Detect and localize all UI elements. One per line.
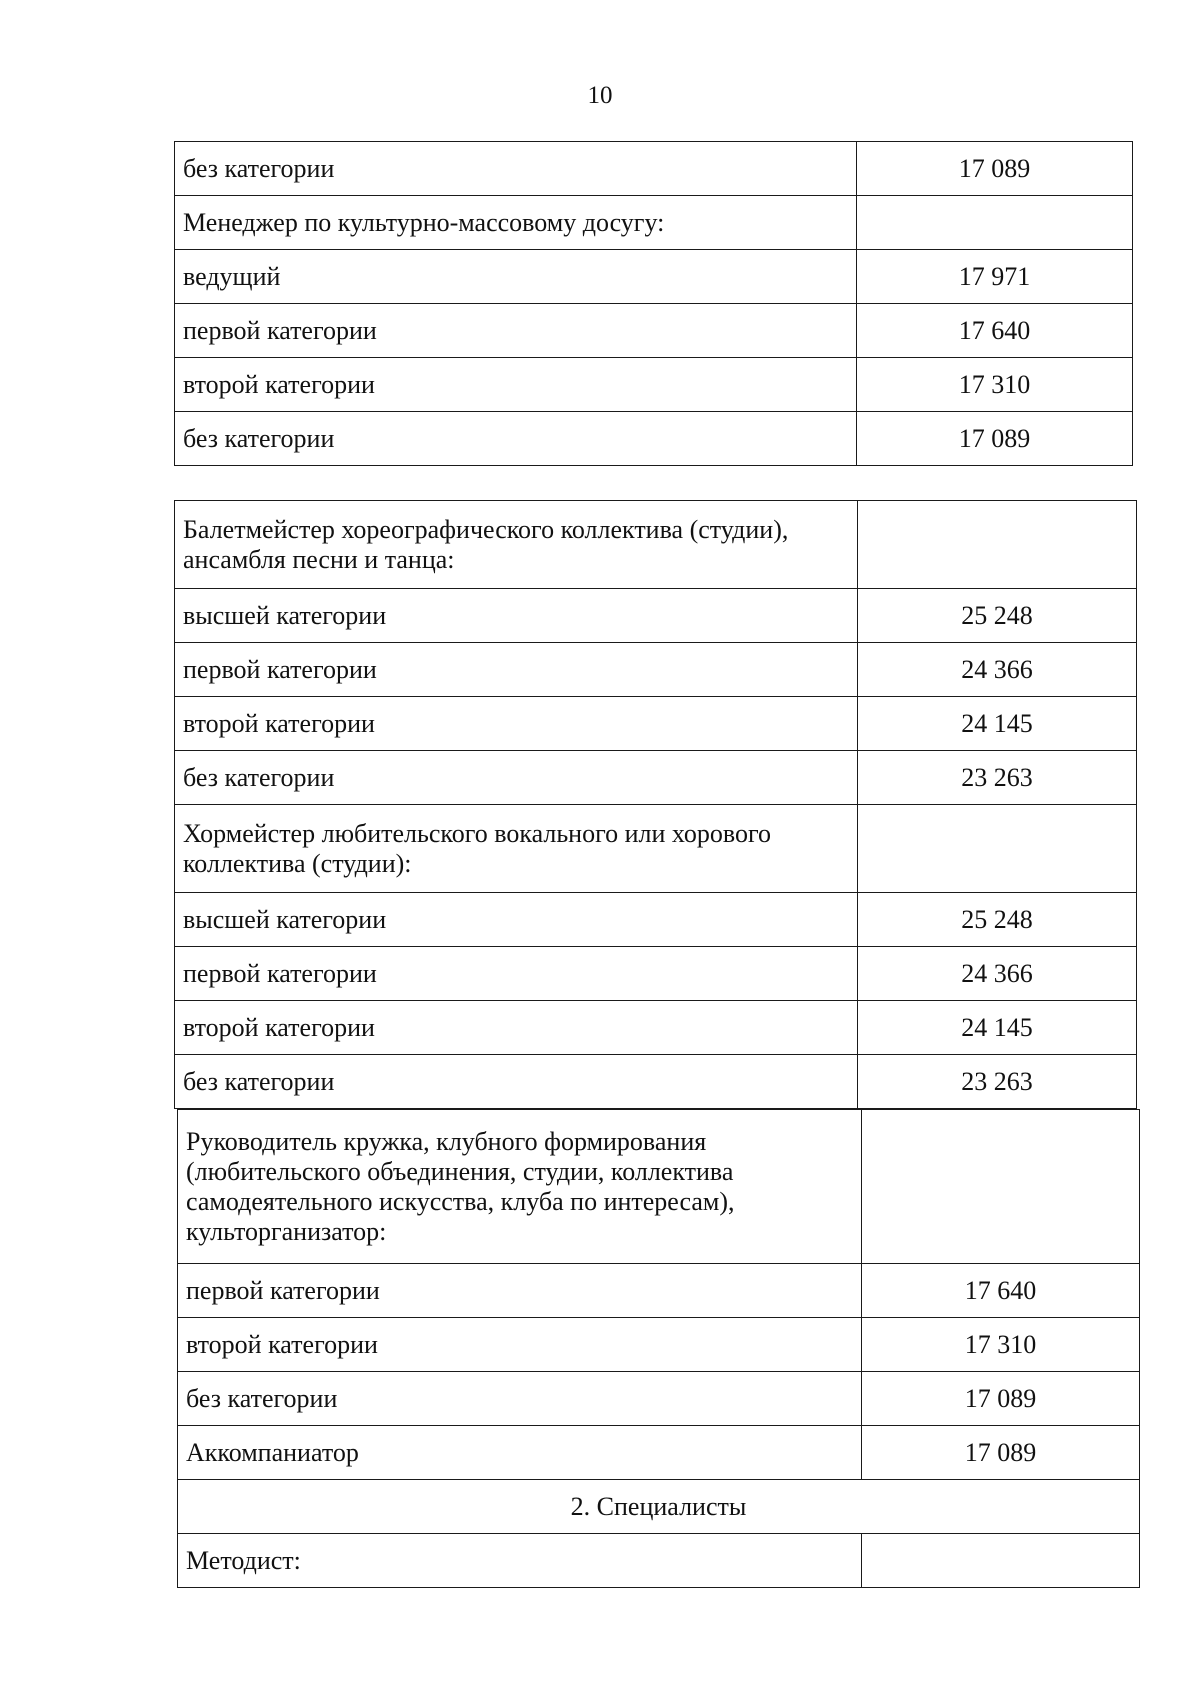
table-row — [178, 1110, 1140, 1264]
salary-value: 17 971 — [857, 250, 1133, 304]
position-name: без категории — [175, 142, 857, 196]
salary-value: 17 310 — [857, 358, 1133, 412]
table-row — [178, 1264, 1140, 1318]
salary-value: 17 640 — [857, 304, 1133, 358]
salary-table-club-staff — [177, 1109, 1140, 1588]
position-group-name: Руководитель кружка, клубного формирования (любительского объединения, студии, коллектива самодеятельного искусства, клуба по интересам), культорганизатор: — [178, 1110, 862, 1264]
table-row — [178, 1534, 1140, 1588]
position-group-name: Менеджер по культурно-массовому досугу: — [175, 196, 857, 250]
salary-value: 23 263 — [858, 1055, 1137, 1109]
salary-value: 17 310 — [862, 1318, 1140, 1372]
position-name: без категории — [178, 1372, 862, 1426]
position-name: без категории — [175, 412, 857, 466]
position-group-name: Балетмейстер хореографического коллектива (студии), ансамбля песни и танца: — [175, 501, 858, 589]
table-row — [175, 304, 1133, 358]
section-title: 2. Специалисты — [178, 1480, 1140, 1534]
table-row — [175, 412, 1133, 466]
position-name: без категории — [175, 751, 858, 805]
salary-value: 24 366 — [858, 947, 1137, 1001]
position-name: второй категории — [175, 697, 858, 751]
salary-table-art-directors — [174, 500, 1137, 1109]
table-row — [178, 1318, 1140, 1372]
table-row — [175, 751, 1137, 805]
salary-value: 17 089 — [862, 1426, 1140, 1480]
position-name: первой категории — [175, 947, 858, 1001]
salary-value: 17 089 — [862, 1372, 1140, 1426]
table-row — [175, 589, 1137, 643]
section-row — [178, 1480, 1140, 1534]
position-name: Аккомпаниатор — [178, 1426, 862, 1480]
table-row — [178, 1426, 1140, 1480]
position-name: ведущий — [175, 250, 857, 304]
table-row — [178, 1372, 1140, 1426]
salary-value: 17 089 — [857, 412, 1133, 466]
table-row — [175, 142, 1133, 196]
position-name: второй категории — [178, 1318, 862, 1372]
salary-value — [858, 805, 1137, 893]
position-name: первой категории — [175, 643, 858, 697]
position-name: высшей категории — [175, 589, 858, 643]
salary-value — [862, 1110, 1140, 1264]
table-row — [175, 947, 1137, 1001]
table-row — [175, 501, 1137, 589]
table-row — [175, 643, 1137, 697]
table-row — [175, 1055, 1137, 1109]
salary-value: 24 145 — [858, 697, 1137, 751]
salary-value: 23 263 — [858, 751, 1137, 805]
page-number: 10 — [587, 82, 613, 109]
salary-value — [857, 196, 1133, 250]
position-name: высшей категории — [175, 893, 858, 947]
position-name: первой категории — [175, 304, 857, 358]
table-row — [175, 697, 1137, 751]
salary-value — [858, 501, 1137, 589]
table-row — [175, 196, 1133, 250]
salary-value — [862, 1534, 1140, 1588]
table-row — [175, 250, 1133, 304]
table-row — [175, 1001, 1137, 1055]
position-name: первой категории — [178, 1264, 862, 1318]
salary-value: 25 248 — [858, 893, 1137, 947]
salary-value: 17 640 — [862, 1264, 1140, 1318]
salary-value: 24 145 — [858, 1001, 1137, 1055]
salary-value: 24 366 — [858, 643, 1137, 697]
salary-value: 25 248 — [858, 589, 1137, 643]
position-group-name: Методист: — [178, 1534, 862, 1588]
position-name: второй категории — [175, 1001, 858, 1055]
position-group-name: Хормейстер любительского вокального или хорового коллектива (студии): — [175, 805, 858, 893]
salary-table-managers — [174, 141, 1133, 466]
salary-value: 17 089 — [857, 142, 1133, 196]
table-row — [175, 893, 1137, 947]
position-name: без категории — [175, 1055, 858, 1109]
position-name: второй категории — [175, 358, 857, 412]
table-row — [175, 358, 1133, 412]
table-row — [175, 805, 1137, 893]
